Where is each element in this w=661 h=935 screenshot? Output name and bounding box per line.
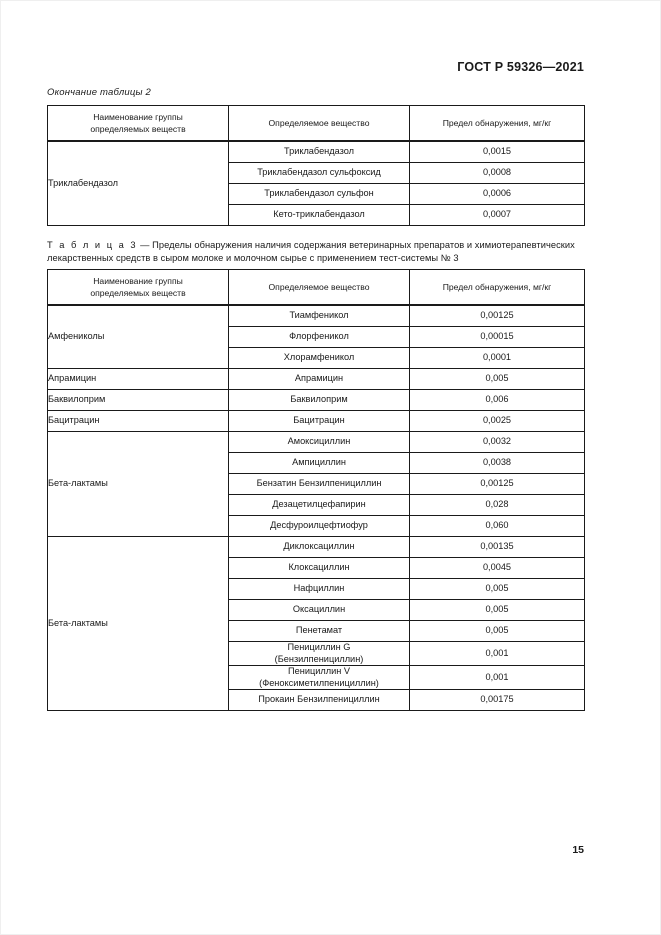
table3-limit-cell: 0,005 xyxy=(410,621,585,642)
table3-substance-line2: (Бензилпенициллин) xyxy=(274,653,364,664)
table3-limit-cell: 0,001 xyxy=(410,642,585,666)
table3-substance-cell xyxy=(229,642,410,666)
table3-limit-cell: 0,005 xyxy=(410,369,585,390)
table3-body xyxy=(48,305,585,711)
table2-col-group-header-line1: Наименование группы xyxy=(93,112,183,122)
table3-col-group-header-line1: Наименование группы xyxy=(93,276,183,286)
table3-limit-cell: 0,005 xyxy=(410,579,585,600)
table3-caption xyxy=(47,239,584,265)
table3-substance-cell: Прокаин Бензилпенициллин xyxy=(229,690,410,711)
table-row xyxy=(48,369,585,390)
table-row xyxy=(48,390,585,411)
table2-col-group-header xyxy=(48,106,229,142)
table2-substance-cell: Триклабендазол сульфоксид xyxy=(229,163,410,184)
table2-substance-cell: Кето-триклабендазол xyxy=(229,205,410,226)
table3-substance-cell: Нафциллин xyxy=(229,579,410,600)
table-row xyxy=(48,411,585,432)
table3-substance-cell: Пенетамат xyxy=(229,621,410,642)
table3-substance-cell xyxy=(229,666,410,690)
table3-header-row xyxy=(48,270,585,306)
table2-col-substance-header: Определяемое вещество xyxy=(229,106,410,142)
table3-substance-line1: Пенициллин V xyxy=(288,666,350,676)
table3-limit-cell: 0,00135 xyxy=(410,537,585,558)
table3-group-cell: Бета-лактамы xyxy=(48,432,229,537)
table3-caption-text: Пределы обнаружения наличия содержания ветеринарных препаратов и химиотерапевтических лекарственных средств в сыром молоке и молочном сырье с применением тест-системы № 3 xyxy=(47,240,575,263)
table3-limit-cell: 0,060 xyxy=(410,516,585,537)
table3-group-cell: Баквилоприм xyxy=(48,390,229,411)
table2-limit-cell: 0,0007 xyxy=(410,205,585,226)
table2-limit-cell: 0,0006 xyxy=(410,184,585,205)
table2-col-group-header-line2: определяемых веществ xyxy=(90,124,186,134)
table3-limit-cell: 0,006 xyxy=(410,390,585,411)
table2-group-cell: Триклабендазол xyxy=(48,141,229,226)
table3-substance-cell: Бацитрацин xyxy=(229,411,410,432)
table3-substance-cell: Оксациллин xyxy=(229,600,410,621)
table2-substance-cell: Триклабендазол сульфон xyxy=(229,184,410,205)
table2-container xyxy=(47,105,585,226)
table3-caption-label: Т а б л и ц а 3 xyxy=(47,240,138,250)
table3-substance-line1: Пенициллин G xyxy=(287,642,351,652)
table2-body xyxy=(48,141,585,226)
table3-col-substance-header: Определяемое вещество xyxy=(229,270,410,306)
table3-substance-cell: Дезацетилцефапирин xyxy=(229,495,410,516)
table3-substance-cell: Десфуроилцефтиофур xyxy=(229,516,410,537)
table3-group-cell: Бета-лактамы xyxy=(48,537,229,711)
table3-group-cell: Бацитрацин xyxy=(48,411,229,432)
table3-col-group-header xyxy=(48,270,229,306)
table3-substance-line2: (Феноксиметилпенициллин) xyxy=(259,677,379,688)
running-header: ГОСТ Р 59326—2021 xyxy=(457,60,584,74)
table3-limit-cell: 0,00015 xyxy=(410,327,585,348)
table2-col-limit-header: Предел обнаружения, мг/кг xyxy=(410,106,585,142)
table2-substance-cell: Триклабендазол xyxy=(229,141,410,163)
page-number: 15 xyxy=(572,844,584,856)
table3-limit-cell: 0,028 xyxy=(410,495,585,516)
table-row xyxy=(48,305,585,327)
table3-limit-cell: 0,0038 xyxy=(410,453,585,474)
table3-limit-cell: 0,005 xyxy=(410,600,585,621)
table2-header-row xyxy=(48,106,585,142)
table3-substance-cell: Клоксациллин xyxy=(229,558,410,579)
table3-limit-cell: 0,00125 xyxy=(410,474,585,495)
table3-container xyxy=(47,269,585,711)
table3-limit-cell: 0,001 xyxy=(410,666,585,690)
table2-limit-cell: 0,0008 xyxy=(410,163,585,184)
table3-substance-cell: Тиамфеникол xyxy=(229,305,410,327)
table-row xyxy=(48,537,585,558)
table3-caption-dash: — xyxy=(137,240,153,250)
table3-limit-cell: 0,0025 xyxy=(410,411,585,432)
table3-substance-cell: Амоксициллин xyxy=(229,432,410,453)
table3-group-cell: Амфениколы xyxy=(48,305,229,369)
table-3 xyxy=(47,269,585,711)
table3-limit-cell: 0,00125 xyxy=(410,305,585,327)
table3-limit-cell: 0,0045 xyxy=(410,558,585,579)
table3-substance-cell: Бензатин Бензилпенициллин xyxy=(229,474,410,495)
table-row xyxy=(48,432,585,453)
table2-continuation-caption: Окончание таблицы 2 xyxy=(47,87,152,98)
table3-limit-cell: 0,00175 xyxy=(410,690,585,711)
table3-substance-cell: Хлорамфеникол xyxy=(229,348,410,369)
table3-substance-cell: Флорфеникол xyxy=(229,327,410,348)
table3-group-cell: Апрамицин xyxy=(48,369,229,390)
table3-col-group-header-line2: определяемых веществ xyxy=(90,288,186,298)
table2-limit-cell: 0,0015 xyxy=(410,141,585,163)
table3-substance-cell: Апрамицин xyxy=(229,369,410,390)
table-row xyxy=(48,141,585,163)
table-2 xyxy=(47,105,585,226)
table3-substance-cell: Диклоксациллин xyxy=(229,537,410,558)
table3-col-limit-header: Предел обнаружения, мг/кг xyxy=(410,270,585,306)
table3-substance-cell: Ампициллин xyxy=(229,453,410,474)
table3-limit-cell: 0,0032 xyxy=(410,432,585,453)
table3-substance-cell: Баквилоприм xyxy=(229,390,410,411)
table3-limit-cell: 0,0001 xyxy=(410,348,585,369)
